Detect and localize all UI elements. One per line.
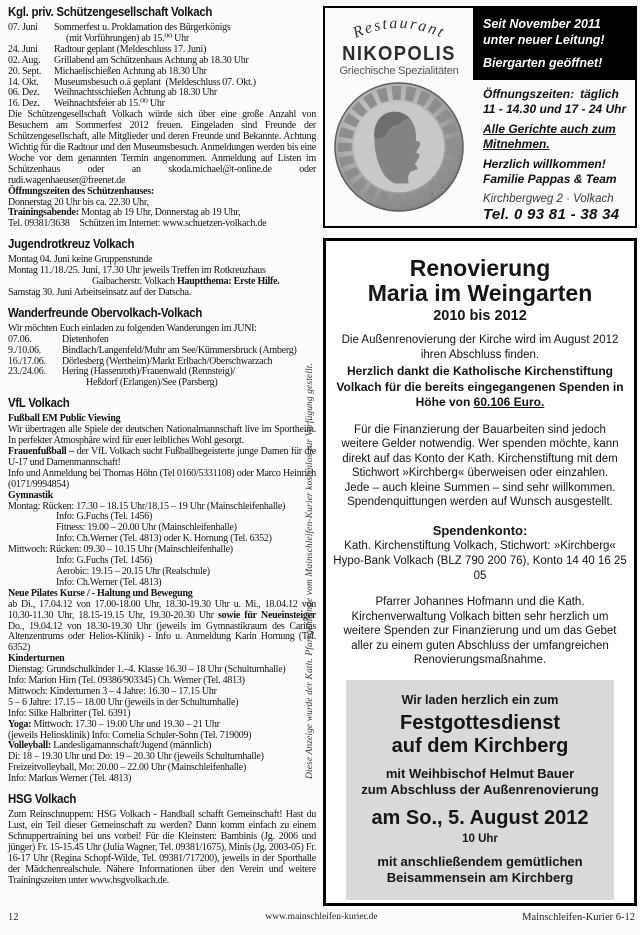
hike-date: 9./10.06. (8, 344, 42, 356)
pilates-text-2: Do., 19.04.12 von 18.30-19.30 Uhr (jeweils im Gymnastikraum des Caritas Altenzentrums oder Helios-Klinik) - Info u. Anmeldung Karin Hornung (Tel. 6352) (8, 620, 316, 654)
invite-date: am So., 5. August 2012 (371, 806, 589, 829)
invite-event: Festgottesdienst (399, 711, 561, 734)
donation-amount: 60.106 Euro. (473, 395, 545, 409)
event-text-cont: (mit Vorführungen) ab 15.⁰⁰ Uhr (66, 32, 189, 44)
hike-row (8, 346, 316, 357)
invite-line: Beisammensein am Kirchberg (386, 869, 574, 885)
event-text: Michaelischießen Achtung ab 18.30 Uhr (54, 65, 207, 77)
vfl-subhead-fussball: Fußball EM Public Viewing (8, 413, 121, 425)
section-title-jugendrotkreuz: Jugendrotkreuz Volkach (8, 236, 135, 252)
gym-line: Info: Ch.Werner (Tel. 4813) oder K. Hornung (Tel. 6352) (56, 533, 272, 545)
vfl-frauen-info: Info und Anmeldung bei Thomas Höhn (Tel 0160/5331108) oder Marco Heinrich (0171/9994854) (8, 467, 316, 490)
hike-date: 23./24.06. (8, 366, 46, 378)
takeaway-text: Alle Gerichte auch zum Mitnehmen. (483, 122, 616, 151)
volleyball-line: Freizeitvolleyball, Mo: 20.00 – 22.00 Uhr (Mainschleifenhalle) (8, 762, 247, 774)
yoga-text: Mittwoch: 17.30 – 19.00 Uhr und 19.30 – 21 Uhr (31, 718, 220, 730)
schuetzen-contact: Tel. 09381/3638 Schützen im Internet: www.schuetzen-volkach.de (8, 218, 267, 230)
event-row (8, 67, 316, 78)
vfl-subhead-gymnastik: Gymnastik (8, 489, 53, 501)
jrk-line3-text: Gaibacherstr. Volkach (92, 276, 177, 288)
event-text: Sommerfest u. Proklamation des Bürgerkönigs (54, 22, 231, 33)
invite-line: mit Weihbischof Helmut Bauer (385, 765, 575, 781)
renovierung-title: Renovierung (409, 255, 551, 281)
renovierung-announcement (323, 238, 637, 906)
wander-intro: Wir möchten Euch einladen zu folgenden Wanderungen im JUNI: (8, 322, 257, 334)
frauenfussball-text: der VfL Volkach sucht Fußballbegeisterte junge Damen für die U-17 und Damenmannschaft! (8, 446, 316, 468)
nikopolis-hours (483, 87, 631, 116)
welcome-line: Herzlich willkommen! (483, 157, 606, 171)
renovierung-title-2: Maria im Weingarten (367, 280, 593, 306)
event-date: 02. Aug. (8, 54, 41, 66)
pilates-text-bold: sowie für Neueinsteiger (217, 609, 316, 621)
banner-line: Seit November 2011 (483, 17, 601, 31)
restaurant-nikopolis-ad (323, 6, 637, 228)
volleyball-line: Di: 18 – 19.30 Uhr und Do: 19 – 20.30 Uhr (jeweils Schulturnhalle) (8, 751, 264, 763)
hours-label: Öffnungszeiten: täglich (483, 87, 619, 101)
vfl-yoga-line2: (jeweils Heliosklinik) Info: Cornelia Schuler-Sohn (Tel. 719009) (8, 729, 252, 741)
invite-time: 10 Uhr (462, 832, 498, 845)
renovierung-p3: Für die Finanzierung der Bauarbeiten sind jedoch weitere Gelder notwendig. Wer spenden möchte, kann direkt auf das Konto der Kath. Kirchenstiftung mit dem Stichwort »Kirchberg« überweisen oder einzahlen. Jede – auch kleine Summen – sind sehr willkommen. Spendenquittungen werden auf Wunsch ausgestellt. (341, 423, 619, 508)
editorial-column (8, 5, 316, 886)
volleyball-label: Volleyball: (8, 740, 51, 752)
gym-line: Info: G.Fuchs (Tel. 1456) (56, 555, 153, 567)
training-value: Montag ab 19 Uhr, Donnerstag ab 19 Uhr, (78, 207, 241, 219)
volleyball-text: Landesligamannschaft/Jugend (männlich) (51, 740, 212, 752)
vfl-subhead-kinderturnen: Kinderturnen (8, 653, 65, 665)
vfl-frauenfussball (8, 447, 316, 469)
gym-line: Fitness: 19.00 – 20.00 Uhr (Mainschleifenhalle) (56, 522, 237, 534)
account-line: Kath. Kirchenstiftung Volkach, Stichwort: »Kirchberg« (344, 539, 616, 552)
renovierung-years: 2010 bis 2012 (433, 308, 527, 324)
footer-issue: Mainschleifen-Kurier 6-12 (522, 912, 635, 923)
vfl-subhead-pilates: Neue Pilates Kurse / - Haltung und Bewegung (8, 587, 193, 599)
hsg-paragraph: Zum Reinschnuppern: HSG Volkach - Handball schafft Gemeinschaft! Hast du Lust, ein Teil dieser Gemeinschaft zu werden? Dann komm einfach zu einem Schnuppertraining bei uns vorbei! Für die Kleinsten: Bambinis (Jg. 2006 und jünger) Fr. 15-15.45 Uhr (Julia Wagner, Tel. 09381/1675), Minis (Jg. 2003-05) Fr. 16-17 Uhr (Regina Schopf-Wilde, Tel. 09381/717200), jeweils in der Sporthalle der Mädchenrealschule. Nähere Informationen über den Verein und weitere Trainingszeiten unter www.hsgvolkach.de. (8, 809, 316, 886)
welcome-line: Familie Pappas & Team (483, 171, 617, 186)
hike-dest: Bindlach/Langenfeld/Muhr am See/Kümmersbruck (Amberg) (62, 344, 297, 356)
hike-date: 16./17.06. (8, 355, 46, 367)
kinder-line: Info: Silke Halbritter (Tel. 6391) (8, 707, 131, 719)
event-text: Weihnachtsfeier ab 15.⁰⁰ Uhr (54, 98, 165, 110)
hike-dest-cont: Heßdorf (Erlangen)/See (Parsberg) (86, 377, 218, 389)
event-date: 20. Sept. (8, 65, 42, 77)
frauenfussball-label: Frauenfußball – (8, 446, 74, 457)
banner-line: Biergarten geöffnet! (483, 56, 603, 70)
event-date: 24. Juni (8, 43, 38, 55)
nikopolis-welcome (483, 157, 631, 186)
kinder-line: Dienstag: Grundschulkinder 1.–4. Klasse 16.30 – 18 Uhr (Schulturnhalle) (8, 664, 286, 676)
greek-coin-icon (332, 81, 466, 213)
page-footer (8, 912, 635, 926)
pilates-text-1: ab Di., 17.04.12 von 17.00-18.00 Uhr, 18.30-19.30 Uhr u. Mi., 18.04.12 von 10.30-11.30 Uhr, 18.15-19.15 Uhr, 19.30-20.30 Uhr (8, 598, 316, 621)
schuetzen-hours (8, 187, 316, 198)
invite-line: zum Abschluss der Außenrenovierung (361, 781, 599, 797)
section-title-vfl: VfL Volkach (8, 395, 70, 411)
hours-label: Öffnungszeiten des Schützenhauses: (8, 185, 154, 197)
schuetzen-paragraph: Die Schützengesellschaft Volkach würde sich über eine große Anzahl von Besuchern am Sommerfest 2012 freuen. Eingeladen sind Freunde der Schützengesellschaft, alle Mitglieder und deren Freunde und Bekannte. Achtung Wichtig für die Radtour und den Museumsbesuch. Anmeldungen werden bis eine Woche vor dem genannten Termin angenommen. Anmeldung auf Listen im Schützenhaus oder an skoda.michael@t-online.de oder rudi.wagenhaeuser@freenet.de (8, 109, 316, 186)
section-title-schuetzengesellschaft: Kgl. priv. Schützengesellschaft Volkach (8, 4, 213, 19)
restaurant-name: NIKOPOLIS (342, 43, 456, 65)
vfl-yoga (8, 720, 316, 731)
svg-text:Restaurant: Restaurant (350, 14, 448, 42)
vfl-pilates-text (8, 600, 316, 655)
jrk-line: Montag 04. Juni keine Gruppenstunde (8, 254, 153, 266)
kinder-line: 5 – 6 Jahre: 17.15 – 18.00 Uhr (jeweils in der Schulturnhalle) (8, 696, 239, 708)
renovierung-p1: Die Außenrenovierung der Kirche wird im August 2012 ihren Abschluss finden. (341, 334, 619, 361)
kinder-line: Mittwoch: Kinderturnen 3 – 4 Jahre: 16.30 – 17.15 Uhr (8, 685, 217, 697)
section-title-hsg: HSG Volkach (8, 791, 77, 807)
nikopolis-info (473, 82, 635, 226)
margin-note: Diese Anzeige wurde der Kath. Pfarrgemeinde vom Mainschleifen-Kurier kostenlos zur Verfügung gestellt. (305, 363, 315, 779)
invite-place: auf dem Kirchberg (391, 734, 569, 757)
vfl-fussball-text: Wir übertragen alle Spiele der deutschen Nationalmannschaft live im Sportheim. In perfekter Atmosphäre wird für euer leibliches Wohl gesorgt. (8, 424, 316, 447)
jrk-line: Montag 11./18./25. Juni, 17.30 Uhr jeweils Treffen im Rotkreuzhaus (8, 265, 266, 277)
volleyball-line: Info: Markus Werner (Tel. 4813) (8, 773, 132, 785)
page-number: 12 (8, 912, 19, 923)
event-text: Museumsbesuch o.ä geplant (Meldeschluss 07. Okt.) (54, 76, 256, 88)
renovierung-thanks (336, 364, 624, 411)
event-row (8, 56, 316, 67)
hike-date: 07.06. (8, 333, 32, 345)
banner-line: unter neuer Leitung! (483, 33, 605, 47)
nikopolis-phone: Tel. 0 93 81 - 38 34 (483, 205, 620, 223)
event-date: 06. Dez. (8, 87, 40, 99)
banner-gap (483, 48, 635, 55)
gym-line: Montag: Rücken: 17.30 – 18.15 Uhr/18.15 – 19 Uhr (Mainschleifenhalle) (8, 500, 286, 512)
event-text: Grillabend am Schützenhaus Achtung ab 18.30 Uhr (54, 54, 249, 66)
hike-dest: Dörlesberg (Wertheim)/Markt Erlbach/Oberschwarzach (62, 355, 273, 367)
footer-website: www.mainschleifen-kurier.de (265, 912, 378, 922)
event-text: Weihnachtsschießen Achtung ab 18.30 Uhr (54, 87, 218, 99)
yoga-label: Yoga: (8, 718, 32, 730)
jrk-line3-topic: Hauptthema: Erste Hilfe. (176, 276, 280, 288)
schuetzen-hours-value: Donnerstag 20 Uhr bis ca. 22.30 Uhr, (8, 196, 149, 208)
nikopolis-address: Kirchbergweg 2 · Volkach (483, 193, 614, 205)
gym-line: Aerobic: 19.15 – 20.15 Uhr (Realschule) (56, 565, 210, 577)
section-title-wanderfreunde: Wanderfreunde Obervolkach-Volkach (8, 304, 203, 320)
event-date: 16. Dez. (8, 98, 40, 110)
thanks-text: Herzlich dankt die Katholische Kirchenstiftung Volkach für die bereits eingegangenen Spenden in Höhe von (336, 364, 624, 409)
spendenkonto-heading: Spendenkonto: (432, 522, 528, 538)
event-date: 14. Okt. (8, 76, 39, 88)
account-line: Hypo-Bank Volkach (BLZ 790 200 76), Konto 14 40 16 25 05 (333, 555, 627, 582)
event-text: Radtour geplant (Meldeschluss 17. Juni) (54, 43, 207, 55)
invite-line: mit anschließendem gemütlichen (377, 853, 583, 869)
festgottesdienst-panel (346, 680, 614, 900)
hike-dest: Hering (Hassenroth)/Frauenwald (Rennsteig)/ (62, 366, 236, 378)
hours-value: 11 - 14.30 und 17 - 24 Uhr (483, 101, 627, 116)
invite-line: Wir laden herzlich ein zum (401, 692, 559, 707)
kinder-line: Info: Marion Hirn (Tel. 09386/903345) Ch. Werner (Tel. 4813) (8, 675, 245, 687)
gym-line: Mittwoch: Rücken: 09.30 – 10.15 Uhr (Mainschleifenhalle) (8, 544, 233, 556)
event-date: 07. Juni (8, 22, 38, 33)
nikopolis-takeaway (483, 122, 631, 151)
hike-dest: Dietenhofen (62, 333, 109, 345)
nikopolis-logo-panel (325, 8, 473, 226)
gym-line: Info: Ch.Werner (Tel. 4813) (56, 576, 162, 588)
gym-line: Info: G.Fuchs (Tel. 1456) (56, 511, 153, 523)
restaurant-tagline: Griechische Spezialitäten (339, 65, 459, 77)
training-label: Trainingsabende: (8, 207, 79, 219)
nikopolis-banner (473, 8, 635, 80)
jrk-line: Samstag 30. Juni Arbeitseinsatz auf der Datscha. (8, 286, 191, 298)
renovierung-p4: Pfarrer Johannes Hofmann und die Kath. Kirchenverwaltung Volkach bitten sehr herzlich um weitere Spenden zur Finanzierung und um das Gebet aller zu einem guten Abschluss der umfangreichen Renovierungsmaßnahme. (343, 596, 617, 666)
